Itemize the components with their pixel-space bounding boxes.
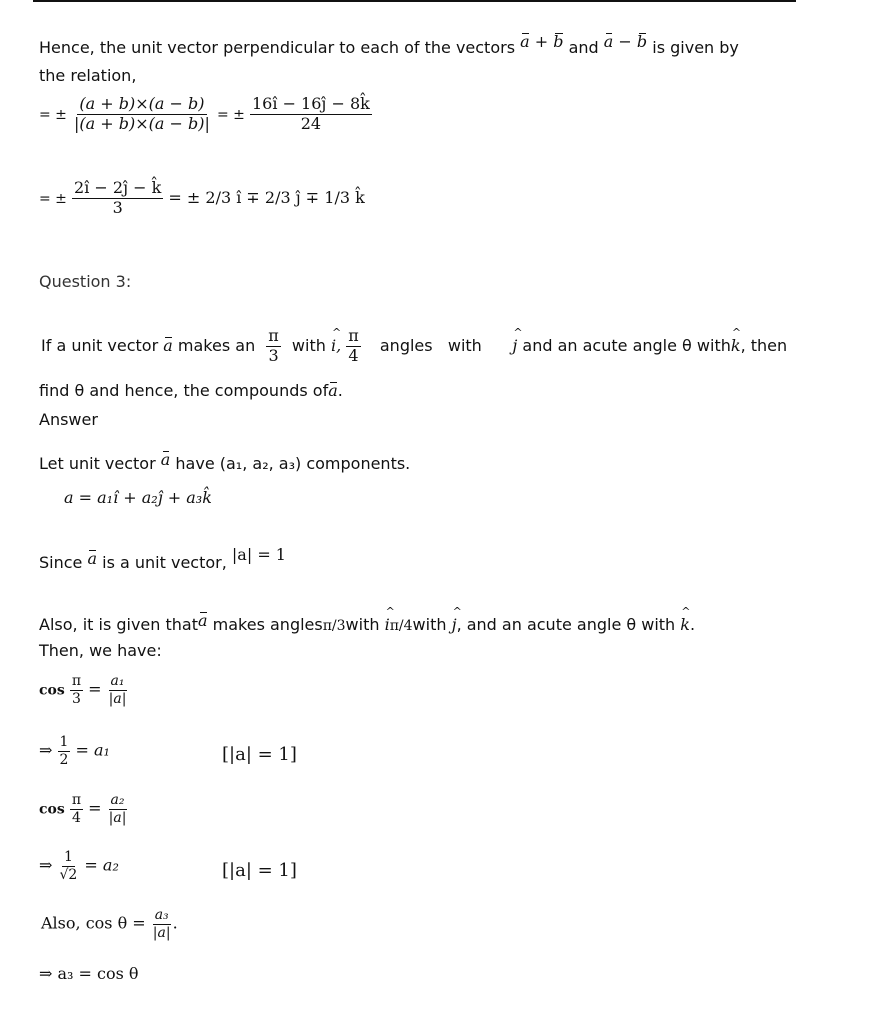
magnitude-equals-one: |a| = 1 [231,545,286,564]
k-hat: ^ k [731,336,741,355]
root-two-num: 1 [63,849,73,865]
angles-text: angles [379,335,433,355]
a3-num: a₃ [154,907,169,923]
one-half [58,735,71,767]
simplified-numerator: 2î − 2ĵ − k̂ [74,178,162,197]
vector-a-symbol-2: a [328,381,338,400]
cos-label: cos [39,682,65,699]
period-2: . [690,615,696,634]
root-two-den: √2 [59,866,78,883]
a1-num: a₁ [110,673,125,689]
a2-over-mag [107,793,129,825]
then-line: Then, we have: [39,641,162,660]
a2-num: a₂ [110,792,125,808]
j-hat: ^ j [512,336,517,355]
cos-pi-4-num: π [71,792,82,808]
question-line-1 [41,328,787,365]
a3-den: |a| [152,924,171,941]
j-hat-2: ^ j [452,615,457,634]
makes-angles-text: makes angles [212,615,323,634]
cos-pi-3-equation: cos $\frac{\pi}{3}$ = $\frac{\text{a₁}}{|a|}$ [39,673,127,707]
question-text-2: makes an [177,335,256,355]
top-rule [33,0,796,2]
one-half-num: 1 [59,734,69,750]
equation-unit-vector [39,96,372,133]
question-text-3: and an acute angle θ with [522,335,731,355]
cos-pi-4-den: 4 [71,809,81,826]
intro-text: Hence, the unit vector perpendicular to each of the vectors [39,38,516,57]
given-text: Also, it is given that [39,615,198,634]
cos-pi-3-fraction [70,674,83,706]
cos-pi-3-num: π [71,673,82,689]
given-line [39,611,696,634]
pi-3-inline: π/3 [322,618,346,634]
simplified-fraction [72,180,163,217]
a1-den: |a| [108,690,127,707]
period: . [337,381,343,400]
a1-result-equation: ⇒ $\frac{1}{2}$ = a₁ [39,734,110,768]
with-text: with [291,335,326,355]
question-text-4: find θ and hence, the compounds of [39,381,329,400]
pi-3-num: π [268,326,279,345]
then-text: , then [740,335,788,355]
also-cos-text: Also, cos θ = [41,913,146,933]
unit-vector-text: is a unit vector, [102,553,227,572]
pi-over-4 [346,328,361,365]
with-text-2: with [447,335,482,355]
cross-product-numerator: (a + b)×(a − b) [79,94,205,113]
since-line [39,545,286,572]
since-text: Since [39,553,83,572]
note-magnitude-1: [|a| = 1] [222,744,297,765]
pi-4-inline: π/4 [389,618,413,634]
acute-angle-text: , and an acute angle θ with [456,615,676,634]
with-text-3: with [345,615,380,634]
one-half-den: 2 [59,751,69,768]
pi-4-num: π [348,326,359,345]
components-equation: a = a₁î + a₂ĵ + a₃k̂ [64,488,212,507]
let-text: Let unit vector [39,454,156,473]
i-hat: ^ i, [331,336,341,355]
numeric-numerator: 16î − 16ĵ − 8k̂ [252,94,370,113]
a1-over-mag [107,674,129,706]
cos-pi-4-equation: cos $\frac{\pi}{4}$ = $\frac{\text{a₂}}{|a|}$ [39,792,127,826]
equation-simplified [39,180,365,217]
vector-a-minus-b: a − b [603,32,648,51]
question-text-1: If a unit vector [41,335,159,355]
answer-label: Answer [39,410,98,429]
and-text: and [568,38,599,57]
cross-product-fraction [72,96,212,133]
cos-label-2: cos [39,801,65,818]
one-over-root-two [58,850,80,882]
vector-a-symbol: a [163,335,173,355]
a1-rhs: = a₁ [75,740,110,760]
cos-pi-4-fraction [70,793,83,825]
k-hat-2: ^ k [680,615,690,634]
unit-vector-result: = ± 2/3 î ∓ 2/3 ĵ ∓ 1/3 k̂ [168,187,365,207]
vector-a-plus-b: a + b [520,32,564,51]
question-heading: Question 3: [39,272,132,291]
note-magnitude-2: [|a| = 1] [222,860,297,881]
plus-minus: = ± [39,106,67,123]
vector-a-symbol-4: a [87,549,98,568]
cross-product-denominator: |(a + b)×(a − b)| [74,113,210,133]
is-given-by-text: is given by [652,38,739,57]
a2-den: |a| [108,809,127,826]
a2-rhs: = a₂ [84,855,119,875]
intro-line-2: the relation, [39,66,137,85]
pi-4-den: 4 [348,345,359,365]
pi-over-3 [266,328,281,365]
a3-result: ⇒ a₃ = cos θ [39,964,139,983]
pi-3-den: 3 [268,345,279,365]
let-line [39,450,411,473]
equals-plus-minus: = ± [216,106,245,123]
question-line-2 [39,381,343,400]
simplified-denominator: 3 [112,197,123,217]
cos-pi-3-den: 3 [71,690,81,707]
vector-a-symbol-5: a [198,611,208,630]
vector-a-symbol-3: a [160,450,171,469]
a3-over-mag [151,908,173,940]
plus-minus-2: = ± [39,190,67,207]
with-text-4: with [412,615,447,634]
a2-result-equation: ⇒ $\frac{1}{√2}$ = a₂ [39,849,119,883]
intro-line-1 [39,32,739,57]
numeric-fraction [250,96,372,133]
i-hat-2: ^ i [385,615,390,634]
cos-theta-equation: Also, cos θ = $\frac{\text{a₃}}{|a|}$ . [41,907,178,941]
components-text: have (a₁, a₂, a₃) components. [175,454,411,473]
numeric-denominator: 24 [300,113,322,133]
